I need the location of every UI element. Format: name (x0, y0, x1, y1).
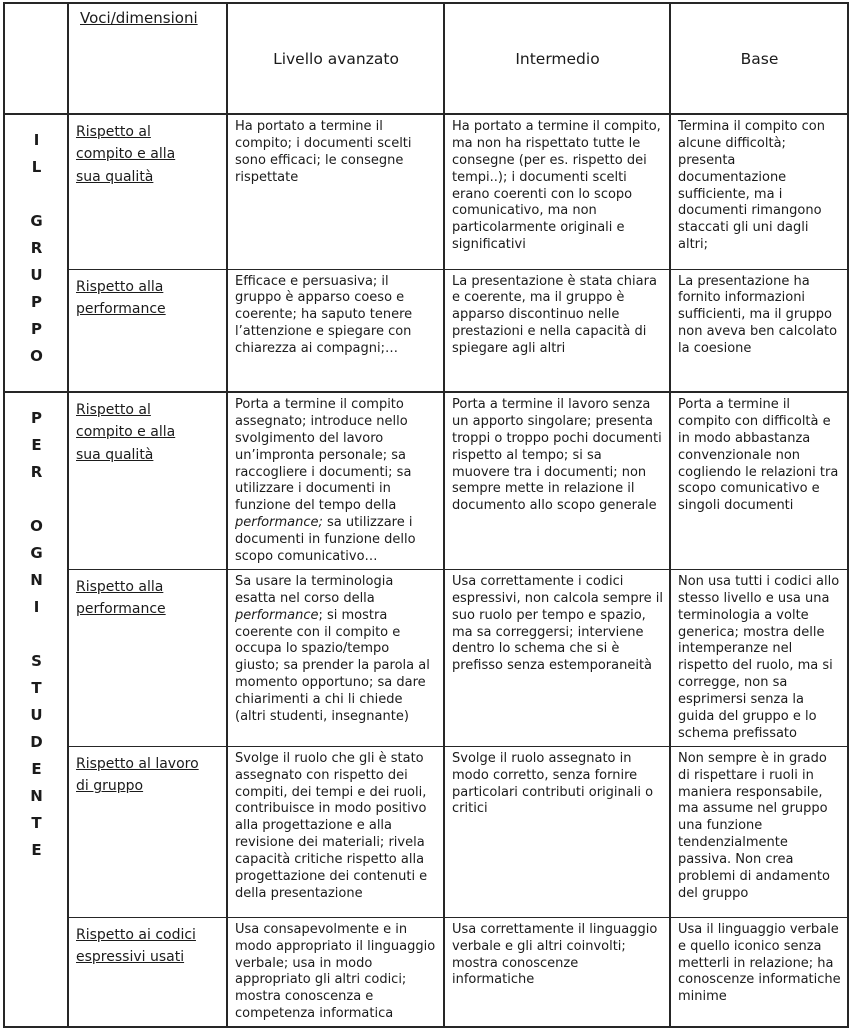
cell-base: Porta a termine il compito con difficoltà e in modo abbastanza convenzionale non cogliendo le relazioni tra scopo comunicativo e singoli documenti (670, 392, 848, 569)
cell-base: Usa il linguaggio verbale e quello iconico senza metterli in relazione; ha conoscenze informatiche minime (670, 917, 848, 1027)
header-dimensions (68, 3, 227, 114)
dimension-label: Rispetto al lavoro di gruppo (68, 746, 227, 917)
row-gruppo-compito (4, 114, 848, 269)
header-level-intermedio: Intermedio (444, 3, 670, 114)
group-label-il-gruppo: I L G R U P P O (4, 114, 68, 392)
cell-base: Non sempre è in grado di rispettare i ruoli in maniera responsabile, ma assume nel gruppo una funzione tendenzialmente passiva. Non crea problemi di andamento del gruppo (670, 746, 848, 917)
header-dimensions-label: Voci/dimensioni (80, 9, 198, 27)
cell-base: La presentazione ha fornito informazioni sufficienti, ma il gruppo non aveva ben calcolato la coesione (670, 269, 848, 392)
cell-base: Termina il compito con alcune difficoltà; presenta documentazione sufficiente, ma i documenti rimangono staccati gli uni dagli altri; (670, 114, 848, 269)
row-studente-lavoro-di-gruppo (4, 746, 848, 917)
cell-base: Non usa tutti i codici allo stesso livello e usa una terminologia a volte generica; mostra delle intemperanze nel rispetto del ruolo, ma si corregge, non sa esprimersi senza la guida del gruppo e lo schema prefissato (670, 569, 848, 746)
row-gruppo-performance (4, 269, 848, 392)
cell-intermedio: Usa correttamente il linguaggio verbale e gli altri coinvolti; mostra conoscenze informatiche (444, 917, 670, 1027)
dimension-label: Rispetto al compito e alla sua qualità (68, 114, 227, 269)
cell-intermedio: Usa correttamente i codici espressivi, non calcola sempre il suo ruolo per tempo e spazio, ma sa correggersi; interviene dentro lo schema che si è prefisso senza estemporaneità (444, 569, 670, 746)
cell-avanzato: Efficace e persuasiva; il gruppo è apparso coeso e coerente; ha saputo tenere l’attenzione e spiegare con chiarezza ai compagni;… (227, 269, 444, 392)
header-row (4, 3, 848, 114)
cell-intermedio: La presentazione è stata chiara e coerente, ma il gruppo è apparso discontinuo nelle prestazioni e nella capacità di spiegare agli altri (444, 269, 670, 392)
row-studente-performance (4, 569, 848, 746)
cell-avanzato: Sa usare la terminologia esatta nel corso della performance; si mostra coerente con il compito e occupa lo spazio/tempo giusto; sa prender la parola al momento opportuno; sa dare chiarimenti a chi li chiede (altri studenti, insegnante) (227, 569, 444, 746)
header-level-avanzato: Livello avanzato (227, 3, 444, 114)
row-studente-compito (4, 392, 848, 569)
cell-avanzato: Ha portato a termine il compito; i documenti scelti sono efficaci; le consegne rispettate (227, 114, 444, 269)
dimension-label: Rispetto ai codici espressivi usati (68, 917, 227, 1027)
header-corner-cell (4, 3, 68, 114)
dimension-label: Rispetto al compito e alla sua qualità (68, 392, 227, 569)
cell-intermedio: Ha portato a termine il compito, ma non ha rispettato tutte le consegne (per es. rispetto dei tempi..); i documenti scelti erano coerenti con lo scopo comunicativo, ma non particolarmente originali e significativi (444, 114, 670, 269)
cell-intermedio: Porta a termine il lavoro senza un apporto singolare; presenta troppi o troppo pochi documenti rispetto al tempo; si sa muovere tra i documenti; non sempre mette in relazione il documento allo scopo generale (444, 392, 670, 569)
header-level-base: Base (670, 3, 848, 114)
cell-avanzato: Porta a termine il compito assegnato; introduce nello svolgimento del lavoro un’impronta personale; sa raccogliere i documenti; sa utilizzare i documenti in funzione del tempo della performance; sa utilizzare i documenti in funzione dello scopo comunicativo… (227, 392, 444, 569)
row-studente-codici-espressivi (4, 917, 848, 1027)
evaluation-rubric-table (3, 2, 849, 1028)
group-label-per-ogni-studente: P E R O G N I S T U D E N T E (4, 392, 68, 1027)
cell-avanzato: Usa consapevolmente e in modo appropriato il linguaggio verbale; usa in modo appropriato gli altri codici; mostra conoscenza e competenza informatica (227, 917, 444, 1027)
cell-avanzato: Svolge il ruolo che gli è stato assegnato con rispetto dei compiti, dei tempi e dei ruoli, contribuisce in modo positivo alla progettazione e alla revisione dei materiali; rivela capacità critiche rispetto alla progettazione dei contenuti e della presentazione (227, 746, 444, 917)
dimension-label: Rispetto alla performance (68, 569, 227, 746)
dimension-label: Rispetto alla performance (68, 269, 227, 392)
cell-intermedio: Svolge il ruolo assegnato in modo corretto, senza fornire particolari contributi originali o critici (444, 746, 670, 917)
